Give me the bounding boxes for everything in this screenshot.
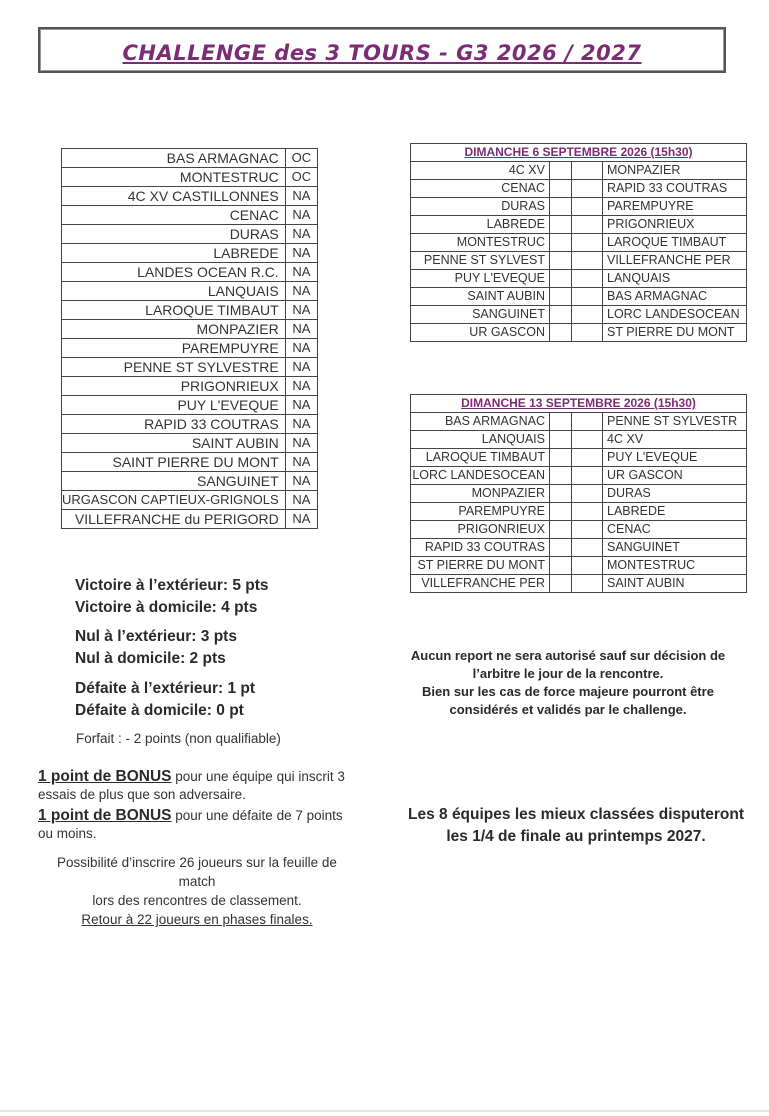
home-team: LABREDE [411,216,550,234]
team-row [62,263,318,282]
team-row [62,301,318,320]
bonus-1-text: pour une équipe qui inscrit 3 essais de plus que son adversaire. [38,769,345,802]
away-team: 4C XV [603,431,747,449]
away-team: PUY L'EVEQUE [603,449,747,467]
fixture-row [411,449,747,467]
bonus-2-label: 1 point de BONUS [38,807,172,824]
away-score-cell [572,216,603,234]
team-row [62,434,318,453]
away-score-cell [572,539,603,557]
fixtures-day2-table [410,394,747,593]
fixture-row [411,162,747,180]
day2-heading: DIMANCHE 13 SEPTEMBRE 2026 (15h30) [411,395,747,413]
home-team: 4C XV [411,162,550,180]
home-team: LAROQUE TIMBAUT [411,449,550,467]
away-score-cell [572,252,603,270]
finals-note [404,804,748,848]
team-row [62,187,318,206]
fixture-row [411,306,747,324]
team-league-code: NA [285,187,317,206]
bonus-1-label: 1 point de BONUS [38,768,172,785]
report-line-4: considérés et validés par le challenge. [449,702,687,717]
team-row [62,396,318,415]
home-score-cell [550,467,572,485]
home-score-cell [550,575,572,593]
fixture-row [411,467,747,485]
away-score-cell [572,288,603,306]
team-row [62,206,318,225]
away-score-cell [572,324,603,342]
home-score-cell [550,252,572,270]
home-team: CENAC [411,180,550,198]
team-row [62,472,318,491]
team-league-code: NA [285,263,317,282]
home-team: DURAS [411,198,550,216]
fixture-row [411,521,747,539]
team-league-code: NA [285,434,317,453]
away-score-cell [572,467,603,485]
team-name: RAPID 33 COUTRAS [62,415,286,434]
team-league-code: NA [285,206,317,225]
home-score-cell [550,521,572,539]
away-team: SAINT AUBIN [603,575,747,593]
team-name: MONTESTRUC [62,168,286,187]
away-team: LANQUAIS [603,270,747,288]
team-name: LANQUAIS [62,282,286,301]
home-team: SAINT AUBIN [411,288,550,306]
home-score-cell [550,162,572,180]
home-score-cell [550,413,572,431]
away-team: MONPAZIER [603,162,747,180]
points-draw-away: Nul à l’extérieur: 3 pts [75,628,237,645]
points-win-away: Victoire à l’extérieur: 5 pts [75,577,269,594]
bonus-rule-2 [38,807,358,843]
page-title: CHALLENGE des 3 TOURS - G3 2026 / 2027 [122,41,642,65]
team-name: DURAS [62,225,286,244]
away-score-cell [572,306,603,324]
page-bottom-border [0,1110,769,1112]
away-score-cell [572,503,603,521]
fixture-row [411,288,747,306]
team-row [62,339,318,358]
fixture-row [411,234,747,252]
points-loss-away: Défaite à l’extérieur: 1 pt [75,680,256,697]
home-score-cell [550,539,572,557]
team-name: PAREMPUYRE [62,339,286,358]
away-team: LORC LANDESOCEAN [603,306,747,324]
home-score-cell [550,216,572,234]
home-score-cell [550,431,572,449]
team-row [62,415,318,434]
home-score-cell [550,557,572,575]
team-league-code: NA [285,415,317,434]
home-team: SANGUINET [411,306,550,324]
players-note [38,853,356,929]
team-name: SAINT AUBIN [62,434,286,453]
home-team: VILLEFRANCHE PER [411,575,550,593]
team-league-code: NA [285,301,317,320]
away-score-cell [572,557,603,575]
home-team: MONPAZIER [411,485,550,503]
team-league-code: NA [285,453,317,472]
team-name: PENNE ST SYLVESTRE [62,358,286,377]
home-score-cell [550,198,572,216]
fixtures-day1-table [410,143,747,342]
away-team: LAROQUE TIMBAUT [603,234,747,252]
team-league-code: OC [285,168,317,187]
team-name: BAS ARMAGNAC [62,149,286,168]
home-score-cell [550,503,572,521]
home-team: RAPID 33 COUTRAS [411,539,550,557]
home-team: ST PIERRE DU MONT [411,557,550,575]
fixture-row [411,575,747,593]
team-row [62,282,318,301]
players-line-1: Possibilité d’inscrire 26 joueurs sur la feuille de match [57,855,337,889]
home-score-cell [550,306,572,324]
home-score-cell [550,324,572,342]
away-team: MONTESTRUC [603,557,747,575]
away-team: VILLEFRANCHE PER [603,252,747,270]
away-team: RAPID 33 COUTRAS [603,180,747,198]
report-line-1: Aucun report ne sera autorisé sauf sur décision de [410,648,726,663]
away-score-cell [572,485,603,503]
team-name: MONPAZIER [62,320,286,339]
team-row [62,491,318,510]
away-score-cell [572,180,603,198]
home-team: BAS ARMAGNAC [411,413,550,431]
points-win-home: Victoire à domicile: 4 pts [75,599,258,616]
report-line-3: Bien sur les cas de force majeure pourront être [422,684,714,699]
fixture-row [411,431,747,449]
away-score-cell [572,162,603,180]
home-team: PAREMPUYRE [411,503,550,521]
team-league-code: NA [285,491,317,510]
report-note [400,647,736,719]
team-row [62,377,318,396]
away-team: UR GASCON [603,467,747,485]
team-league-code: NA [285,282,317,301]
bonus-rule-1 [38,768,358,804]
title-banner [38,27,726,73]
home-score-cell [550,485,572,503]
away-team: BAS ARMAGNAC [603,288,747,306]
fixture-row [411,539,747,557]
team-league-code: NA [285,358,317,377]
team-name: URGASCON CAPTIEUX-GRIGNOLS [62,491,286,510]
home-team: UR GASCON [411,324,550,342]
away-team: PENNE ST SYLVESTR [603,413,747,431]
fixture-row [411,252,747,270]
away-team: PAREMPUYRE [603,198,747,216]
points-draw-home: Nul à domicile: 2 pts [75,650,226,667]
team-name: VILLEFRANCHE du PERIGORD [62,510,286,529]
team-row [62,168,318,187]
away-team: LABREDE [603,503,747,521]
team-name: LABREDE [62,244,286,263]
team-league-code: NA [285,396,317,415]
team-league-code: NA [285,339,317,358]
fixture-row [411,485,747,503]
teams-table [61,148,318,529]
home-team: LANQUAIS [411,431,550,449]
day1-heading: DIMANCHE 6 SEPTEMBRE 2026 (15h30) [411,144,747,162]
home-team: PENNE ST SYLVEST [411,252,550,270]
team-row [62,320,318,339]
team-name: 4C XV CASTILLONNES [62,187,286,206]
away-team: CENAC [603,521,747,539]
away-team: ST PIERRE DU MONT [603,324,747,342]
away-score-cell [572,431,603,449]
away-score-cell [572,198,603,216]
home-score-cell [550,180,572,198]
team-row [62,453,318,472]
home-team: PUY L'EVEQUE [411,270,550,288]
fixture-row [411,557,747,575]
team-name: PRIGONRIEUX [62,377,286,396]
away-team: PRIGONRIEUX [603,216,747,234]
team-name: PUY L'EVEQUE [62,396,286,415]
team-league-code: OC [285,149,317,168]
fixture-row [411,324,747,342]
team-league-code: NA [285,225,317,244]
away-score-cell [572,521,603,539]
away-score-cell [572,413,603,431]
bonus-2-text: pour une défaite de 7 points ou moins. [38,808,343,841]
home-score-cell [550,449,572,467]
team-row [62,149,318,168]
home-team: MONTESTRUC [411,234,550,252]
away-score-cell [572,575,603,593]
team-row [62,225,318,244]
fixture-row [411,198,747,216]
away-score-cell [572,270,603,288]
team-league-code: NA [285,244,317,263]
home-score-cell [550,234,572,252]
home-score-cell [550,270,572,288]
points-loss-home: Défaite à domicile: 0 pt [75,702,244,719]
team-name: LANDES OCEAN R.C. [62,263,286,282]
players-line-2: lors des rencontres de classement. [92,893,302,908]
team-league-code: NA [285,472,317,491]
team-league-code: NA [285,320,317,339]
team-league-code: NA [285,377,317,396]
away-score-cell [572,449,603,467]
away-team: DURAS [603,485,747,503]
fixture-row [411,503,747,521]
fixture-row [411,180,747,198]
forfait-rule: Forfait : - 2 points (non qualifiable) [76,731,281,746]
fixture-row [411,413,747,431]
team-name: LAROQUE TIMBAUT [62,301,286,320]
team-league-code: NA [285,510,317,529]
team-row [62,358,318,377]
away-score-cell [572,234,603,252]
finals-line-2: les 1/4 de finale au printemps 2027. [446,828,706,845]
finals-line-1: Les 8 équipes les mieux classées disputeront [408,806,744,823]
players-line-3: Retour à 22 joueurs en phases finales. [81,912,313,927]
fixture-row [411,216,747,234]
team-row [62,510,318,529]
fixture-row [411,270,747,288]
team-name: SAINT PIERRE DU MONT [62,453,286,472]
report-line-2: l’arbitre le jour de la rencontre. [472,666,664,681]
home-team: LORC LANDESOCEAN [411,467,550,485]
away-team: SANGUINET [603,539,747,557]
home-score-cell [550,288,572,306]
team-name: CENAC [62,206,286,225]
home-team: PRIGONRIEUX [411,521,550,539]
team-name: SANGUINET [62,472,286,491]
team-row [62,244,318,263]
